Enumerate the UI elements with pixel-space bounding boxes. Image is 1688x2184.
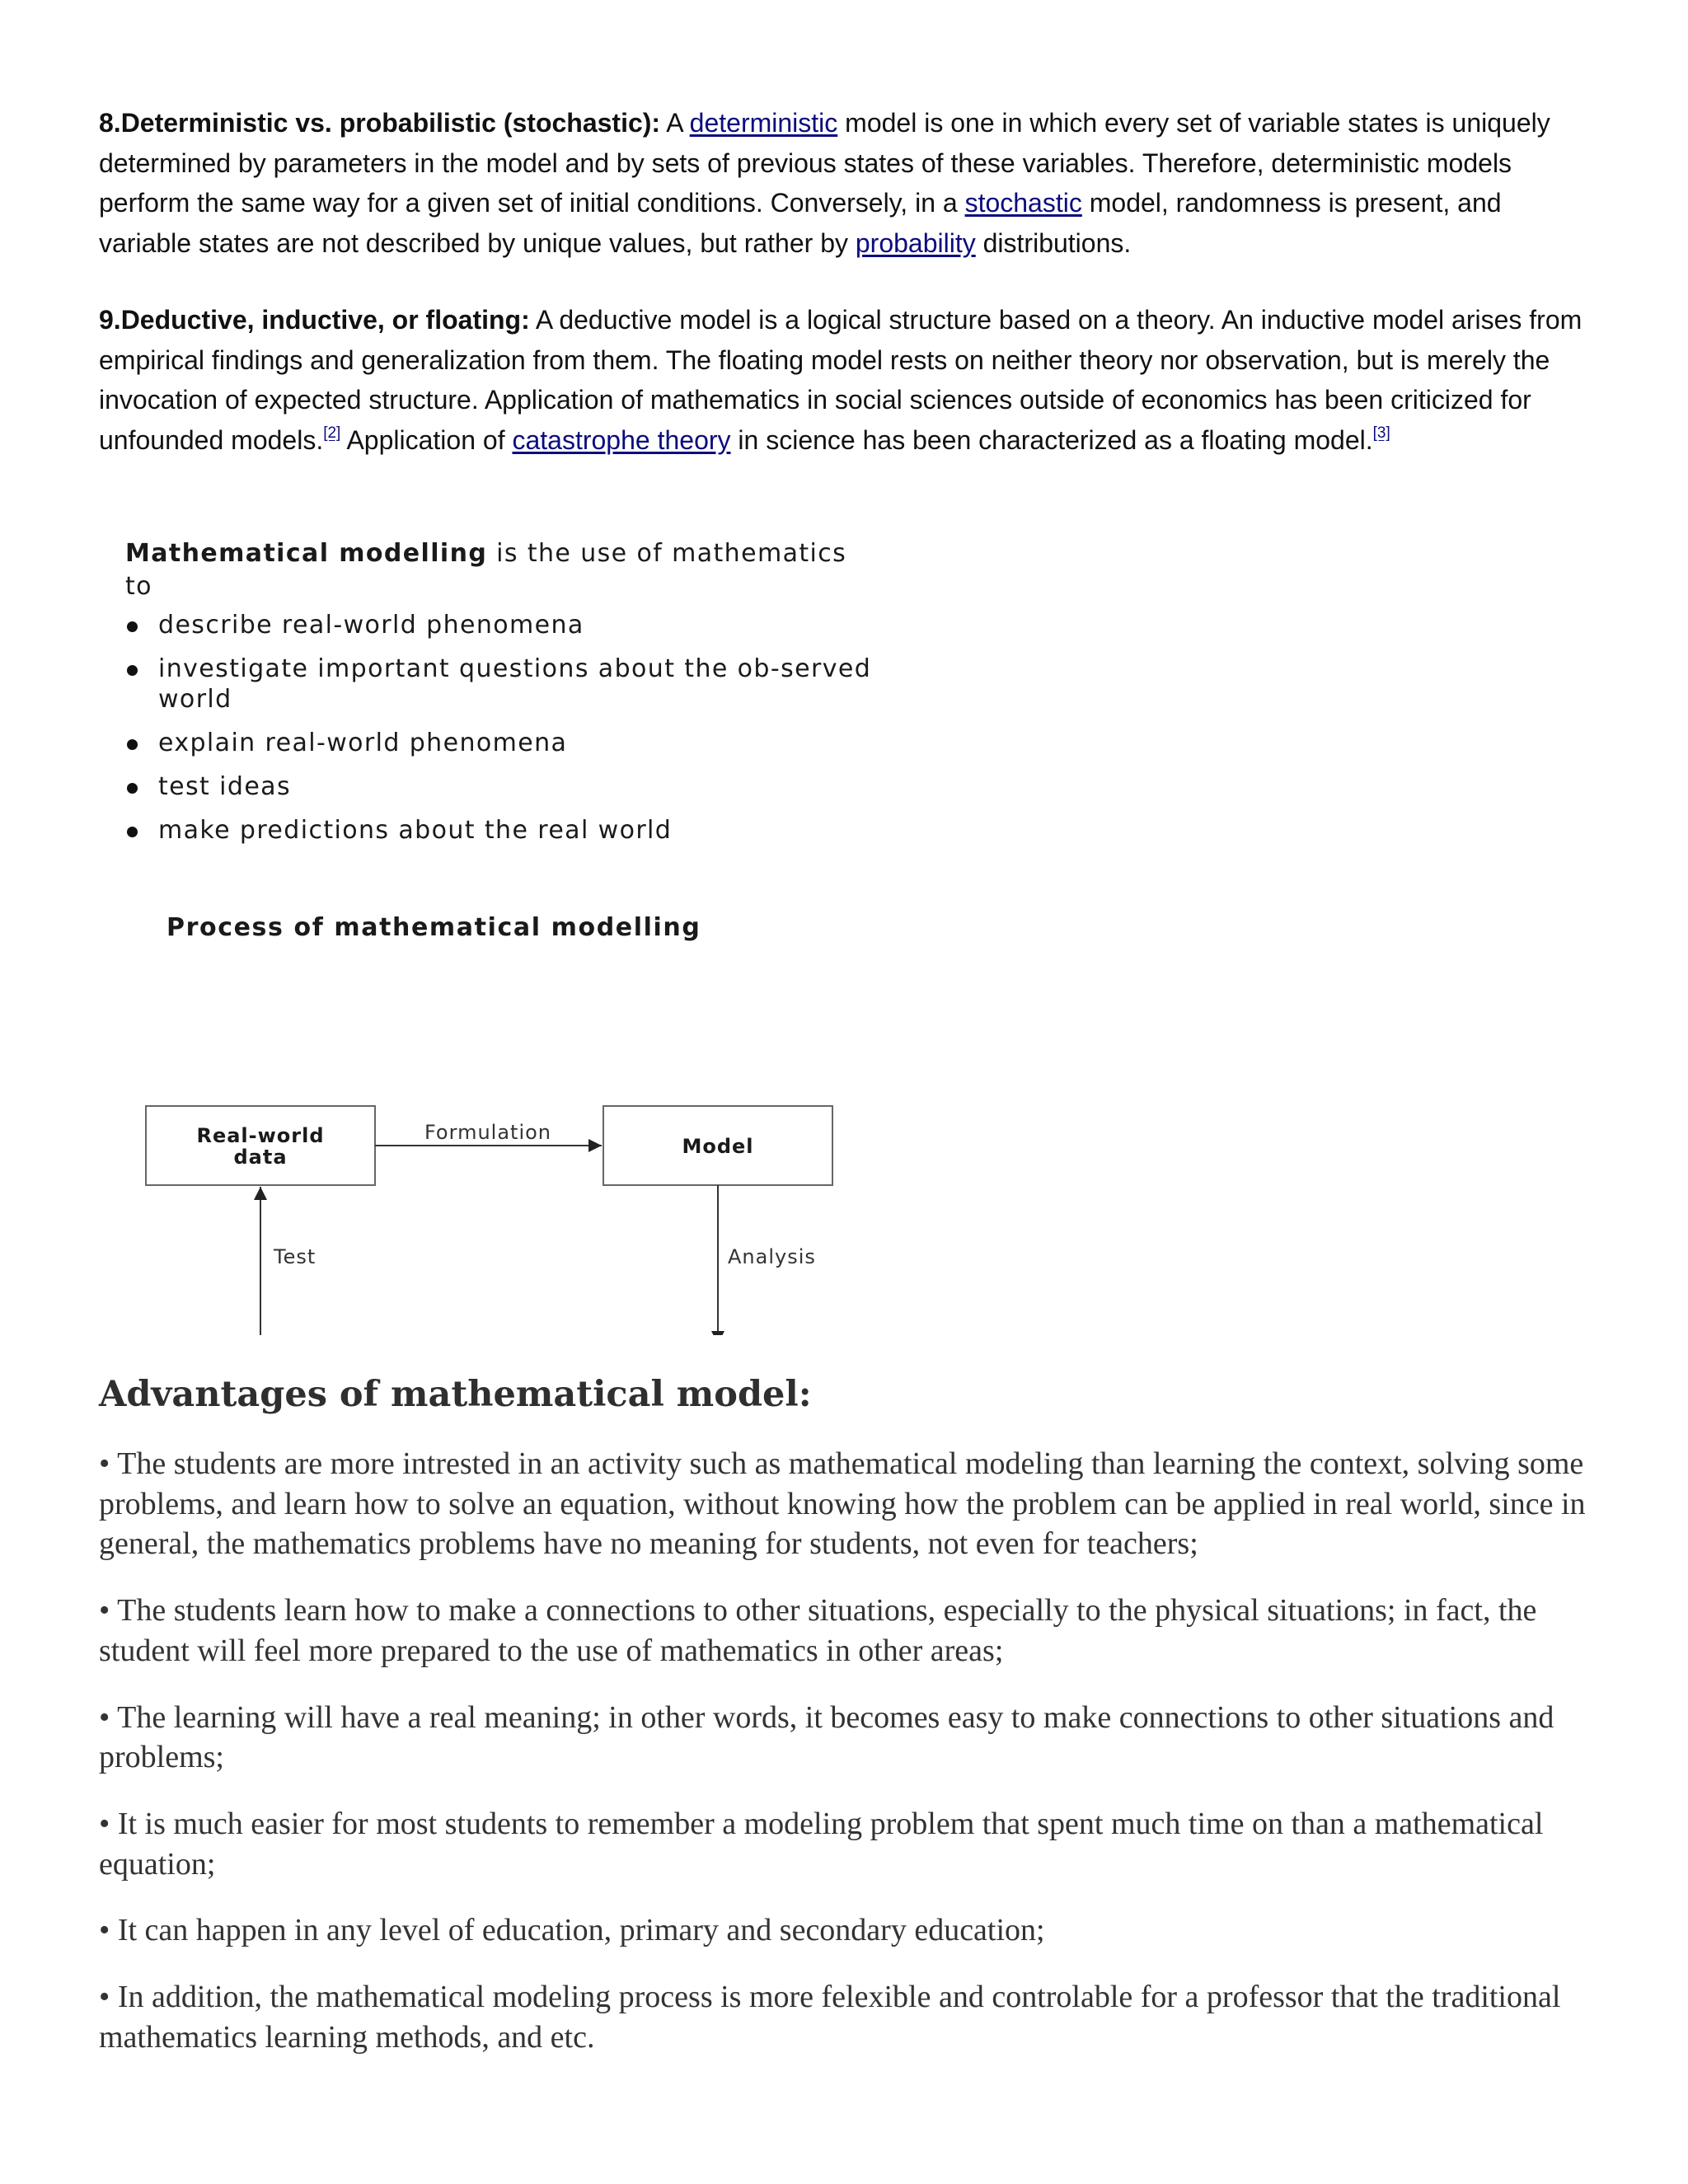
list-item: • The students are more intrested in an activity such as mathematical modeling than learning the context, solving some problems, and learn how to solve an equation, without knowing how the problem can be applied in real world, since in general, the mathematics problems have no meaning for students, not even for teachers; (99, 1444, 1599, 1564)
paragraph-text: A (660, 108, 690, 138)
list-item: make predictions about the real world (125, 815, 917, 846)
formulation-label: Formulation (424, 1121, 552, 1144)
list-item: • The learning will have a real meaning; in other words, it becomes easy to make connections to other situations and problems; (99, 1698, 1599, 1778)
paragraph-deductive (99, 300, 1591, 461)
advantages-heading: Advantages of mathematical model: (99, 1374, 812, 1415)
list-item: explain real-world phenomena (125, 728, 917, 758)
data-label: data (233, 1146, 288, 1169)
advantages-list (99, 1444, 1599, 2083)
list-item: • It can happen in any level of education, primary and secondary education; (99, 1910, 1599, 1951)
link-probability[interactable]: probability (855, 228, 976, 259)
link-deterministic[interactable]: deterministic (689, 108, 838, 138)
analysis-label: Analysis (728, 1245, 816, 1268)
list-item: • The students learn how to make a connections to other situations, especially to the physical situations; in fact, the student will feel more prepared to the use of mathematics in other areas; (99, 1591, 1599, 1671)
process-title: Process of mathematical modelling (166, 913, 701, 942)
paragraph-text: in science has been characterized as a floating model. (730, 425, 1373, 456)
figure-bullet-list (125, 610, 917, 859)
real-world-label: Real-world (196, 1124, 325, 1147)
paragraph-heading: 8.Deterministic vs. probabilistic (stochastic): (99, 108, 661, 138)
reference-link-2[interactable]: [2] (323, 424, 341, 443)
list-item: test ideas (125, 771, 917, 802)
link-stochastic[interactable]: stochastic (964, 188, 1082, 218)
figure-intro-rest: is the use of mathematics to (125, 539, 847, 601)
paragraph-deterministic (99, 103, 1591, 264)
paragraph-text: A deductive model is a logical structure based on a theory. An inductive model arises from empirical findings and generalization from them. The floating model rests on neither theory nor observation, but is merely the invocation of expected structure. Application of mathematics in social sciences outside of economics has been criticized for unfounded models. (99, 305, 1582, 456)
list-item: investigate important questions about the ob-served world (125, 654, 917, 715)
link-catastrophe-theory[interactable]: catastrophe theory (512, 425, 731, 456)
figure-intro-bold: Mathematical modelling (125, 539, 488, 568)
modelling-figure (99, 511, 923, 1335)
model-label: Model (682, 1135, 754, 1158)
list-item: • It is much easier for most students to remember a modeling problem that spent much time on than a mathematical equation; (99, 1804, 1599, 1884)
paragraph-text: model is one in which every set of variable states is uniquely determined by parameters in the model and by sets of previous states of these variables. Therefore, deterministic models perform the same way for a given set of initial conditions. Conversely, in a (99, 108, 1550, 218)
process-diagram (99, 972, 923, 1335)
test-label: Test (274, 1245, 316, 1268)
paragraph-heading: 9.Deductive, inductive, or floating: (99, 305, 530, 335)
list-item: describe real-world phenomena (125, 610, 917, 640)
paragraph-text: model, randomness is present, and variable states are not described by unique values, but rather by (99, 188, 1502, 259)
list-item: • In addition, the mathematical modeling process is more felexible and controlable for a professor that the traditional mathematics learning methods, and etc. (99, 1977, 1599, 2057)
paragraph-text: distributions. (975, 228, 1132, 259)
reference-link-3[interactable]: [3] (1372, 424, 1390, 443)
figure-intro (125, 537, 867, 603)
paragraph-text: Application of (340, 425, 513, 456)
